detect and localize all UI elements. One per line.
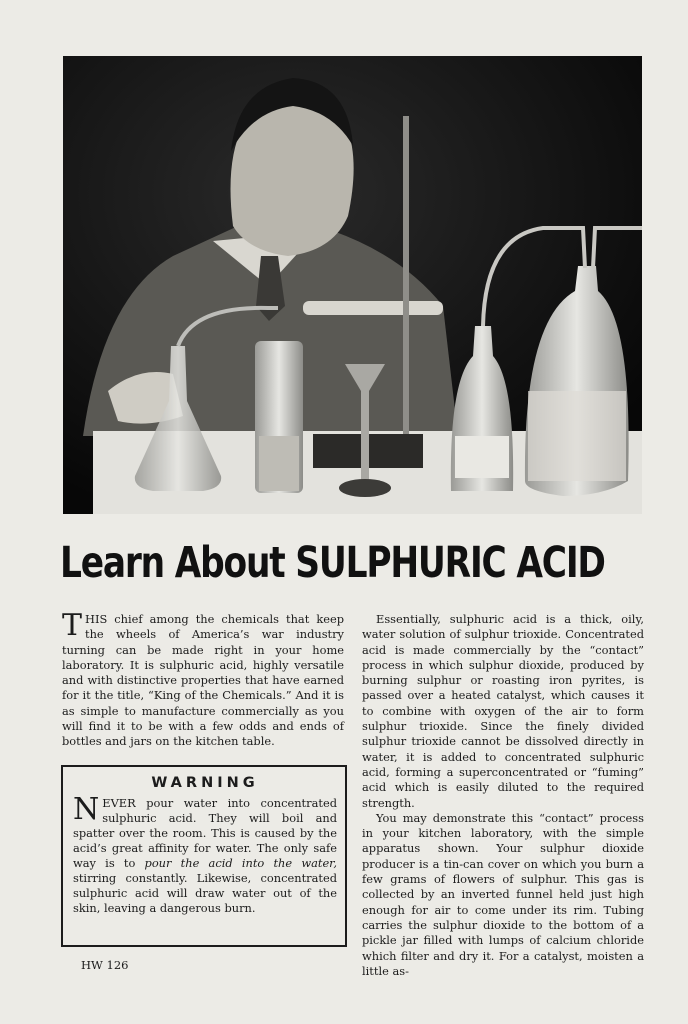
page-folio: HW 126 (81, 958, 129, 972)
warning-title: WARNING (151, 775, 259, 791)
catalyst-tube (303, 301, 443, 315)
right-column (362, 612, 644, 979)
warning-box (61, 765, 347, 947)
right-paragraph-2: You may demonstrate this “contact” process in your kitchen laboratory, with the simple apparatus shown. Your sulphur dioxide producer is a tin-can cover on which you burn a few grams of flowers of sulphur. This gas is collected by an inverted funnel held just high enough for air to come under its rim. Tubing carries the sulphur dioxide to the bottom of a pickle jar filled with lumps of calcium chloride which filter and dry it. For a catalyst, moisten a little as- (362, 810, 644, 978)
lab-photo (63, 56, 642, 514)
intro-dropcap: T (62, 608, 83, 643)
intro-paragraph: HIS chief among the chemicals that keep the wheels of America’s war industry turning can be made right in your home laboratory. It is sulphuric acid, highly versatile and with distinctive properties that have earned for it the title, “King of the Chemicals.” And it is as simple to manufacture commercially as you will find it to be with a few odds and ends of bottles and jars on the kitchen table. (62, 612, 344, 749)
right-paragraph-1: Essentially, sulphuric acid is a thick, oily, water solution of sulphur trioxide. Concentrated acid is made commercially by the “contact” process in which sulphur dioxide, produced by burning sulphur or roasting iron pyrites, is passed over a heated catalyst, which causes it to combine with oxygen of the air to form sulphur trioxide. Since the finely divided sulphur trioxide cannot be dissolved directly in water, it is added to concentrated sulphuric acid, forming a superconcentrated or “fuming” acid which is easily diluted to the required strength. (362, 612, 644, 810)
warning-text-italic: pour the acid into the water, (144, 856, 337, 870)
warning-dropcap: N (73, 792, 100, 827)
article-headline: Learn About SULPHURIC ACID (60, 538, 605, 588)
lab-photo-illustration (63, 56, 642, 514)
warning-text (73, 792, 337, 916)
ring-stand-rod (403, 116, 409, 446)
warning-text-after: stirring constantly. Likewise, concentrated sulphuric acid will draw water out of the skin, leaving a dangerous burn. (73, 871, 337, 915)
left-column (62, 608, 344, 750)
warning-text-before: EVER pour water into concentrated sulphuric acid. They will boil and spatter over the room. This is caused by the acid’s great affinity for water. The only safe way is to (73, 796, 337, 870)
